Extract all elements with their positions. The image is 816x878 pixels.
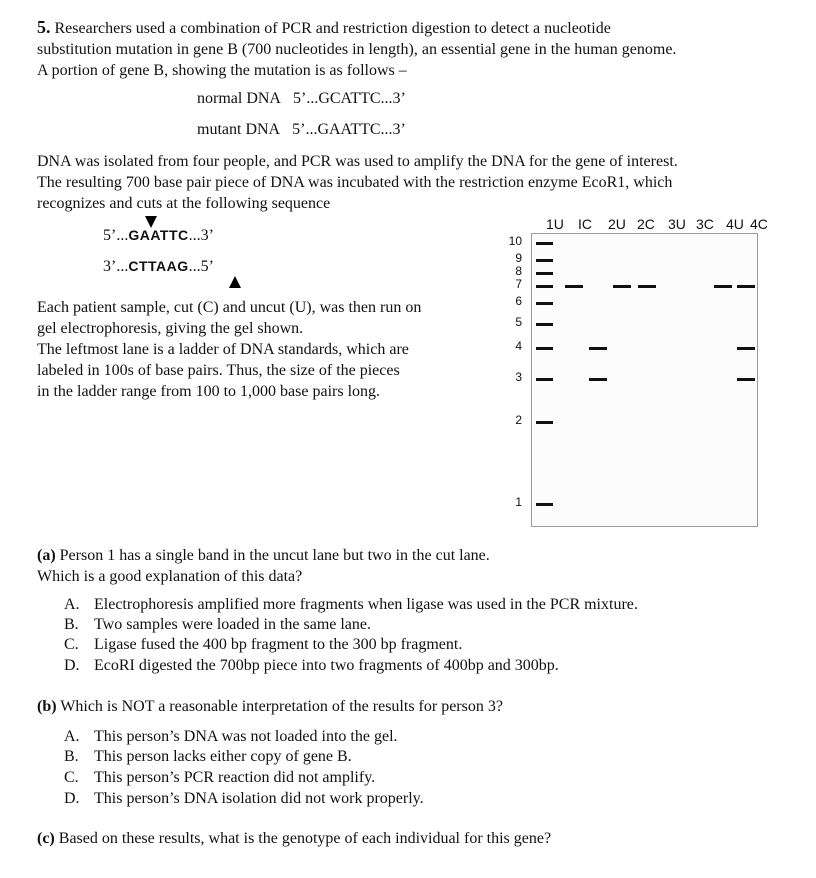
question-number: 5. [37, 17, 51, 37]
intro-line-1: Researchers used a combination of PCR and restriction digestion to detect a nucleotide [54, 20, 611, 37]
lane-header-3u: 3U [668, 216, 686, 232]
part-a-option-b [64, 616, 371, 634]
option-letter: D. [64, 790, 80, 807]
site-bottom-suffix: ...5’ [188, 258, 214, 275]
ladder-label-9: 9 [515, 251, 522, 265]
ladder-label-4: 4 [515, 339, 522, 353]
part-b-option-a [64, 728, 398, 746]
site-bottom-sequence: CTTAAG [128, 258, 189, 274]
normal-dna-row [197, 90, 406, 108]
lane-header-4u: 4U [726, 216, 744, 232]
ladder-band-900 [536, 259, 553, 262]
option-text: This person lacks either copy of gene B. [94, 748, 352, 765]
band-4c-300bp [737, 378, 755, 381]
part-a-label: (a) [37, 547, 56, 564]
ladder-band-500 [536, 323, 553, 326]
part-b-option-d [64, 790, 424, 808]
ladder-band-100 [536, 503, 553, 506]
option-text: Electrophoresis amplified more fragments when ligase was used in the PCR mixture. [94, 596, 638, 613]
ladder-label-1: 1 [515, 495, 522, 509]
option-text: EcoRI digested the 700bp piece into two fragments of 400bp and 300bp. [94, 657, 559, 674]
lane-header-4c: 4C [750, 216, 768, 232]
option-letter: C. [64, 636, 79, 653]
mutant-dna-row [197, 121, 406, 139]
gel-text-line-4: labeled in 100s of base pairs. Thus, the size of the pieces [37, 362, 400, 379]
ladder-label-7: 7 [515, 277, 522, 291]
ladder-band-700 [536, 285, 553, 288]
normal-dna-sequence: 5’...GCATTC...3’ [292, 90, 406, 107]
ecori-site-top-strand [103, 227, 214, 245]
gel-description [37, 297, 421, 402]
isolation-line-1: DNA was isolated from four people, and PCR was used to amplify the DNA for the gene of interest. [37, 153, 678, 170]
site-bottom-prefix: 3’... [103, 258, 129, 275]
part-c-label: (c) [37, 830, 55, 847]
site-top-suffix: ...3’ [188, 227, 214, 244]
lane-header-3c: 3C [696, 216, 714, 232]
part-b-label: (b) [37, 698, 57, 715]
band-2u-700bp [613, 285, 631, 288]
part-b-option-c [64, 769, 375, 787]
part-a-option-a [64, 596, 638, 614]
option-text: Two samples were loaded in the same lane. [94, 616, 372, 633]
mutant-dna-label: mutant DNA [197, 121, 281, 138]
option-letter: B. [64, 748, 79, 765]
ladder-label-5: 5 [515, 315, 522, 329]
part-a-option-c [64, 636, 462, 654]
ladder-band-800 [536, 272, 553, 275]
option-letter: A. [64, 596, 80, 613]
part-a-option-d [64, 657, 559, 675]
gel-text-line-5: in the ladder range from 100 to 1,000 base pairs long. [37, 383, 381, 400]
lane-header-ic: IC [578, 216, 592, 232]
lane-header-2u: 2U [608, 216, 626, 232]
ecori-site-bottom-strand [103, 258, 214, 276]
site-top-prefix: 5’... [103, 227, 129, 244]
ladder-label-3: 3 [515, 370, 522, 384]
mutant-dna-sequence: 5’...GAATTC...3’ [292, 121, 406, 138]
intro-line-2: substitution mutation in gene B (700 nucleotides in length), an essential gene in the human genome. [37, 41, 677, 58]
band-ic-300bp [589, 378, 607, 381]
option-letter: A. [64, 728, 80, 745]
band-1u-700bp [565, 285, 583, 288]
option-text: Ligase fused the 400 bp fragment to the 300 bp fragment. [94, 636, 463, 653]
gel-image [531, 233, 758, 527]
part-a-prompt-line-2: Which is a good explanation of this data? [37, 568, 303, 585]
band-4u-700bp [714, 285, 732, 288]
part-a-prompt-line-1: Person 1 has a single band in the uncut lane but two in the cut lane. [59, 547, 490, 564]
question-intro [37, 17, 676, 81]
gel-text-line-3: The leftmost lane is a ladder of DNA standards, which are [37, 341, 409, 358]
intro-line-3: A portion of gene B, showing the mutation is as follows – [37, 62, 407, 79]
band-4c-700bp [737, 285, 755, 288]
isolation-line-2: The resulting 700 base pair piece of DNA was incubated with the restriction enzyme EcoR1, which [37, 174, 673, 191]
ladder-band-1000 [536, 242, 553, 245]
ladder-label-6: 6 [515, 294, 522, 308]
normal-dna-label: normal DNA [197, 90, 281, 107]
part-b-option-b [64, 748, 352, 766]
ladder-label-2: 2 [515, 413, 522, 427]
option-letter: D. [64, 657, 80, 674]
option-text: This person’s DNA isolation did not work properly. [94, 790, 424, 807]
cut-site-bottom-arrow-icon [229, 276, 241, 288]
ladder-band-400 [536, 347, 553, 350]
part-c-prompt-text: Based on these results, what is the genotype of each individual for this gene? [58, 830, 552, 847]
band-2c-700bp [638, 285, 656, 288]
part-c-prompt [37, 830, 551, 848]
lane-header-2c: 2C [637, 216, 655, 232]
option-text: This person’s DNA was not loaded into the gel. [94, 728, 398, 745]
gel-text-line-2: gel electrophoresis, giving the gel shown. [37, 320, 304, 337]
option-text: This person’s PCR reaction did not amplify. [94, 769, 376, 786]
ladder-band-600 [536, 302, 553, 305]
band-ic-400bp [589, 347, 607, 350]
site-top-sequence: GAATTC [128, 227, 189, 243]
option-letter: B. [64, 616, 79, 633]
ladder-band-300 [536, 378, 553, 381]
isolation-line-3: recognizes and cuts at the following sequence [37, 195, 331, 212]
ladder-label-10: 10 [508, 234, 522, 248]
option-letter: C. [64, 769, 79, 786]
ladder-label-8: 8 [515, 264, 522, 278]
band-4c-400bp [737, 347, 755, 350]
lane-header-1u: 1U [546, 216, 564, 232]
ladder-band-200 [536, 421, 553, 424]
isolation-paragraph [37, 151, 678, 214]
gel-text-line-1: Each patient sample, cut (C) and uncut (U), was then run on [37, 299, 422, 316]
part-a-prompt [37, 545, 490, 587]
part-b-prompt-text: Which is NOT a reasonable interpretation of the results for person 3? [60, 698, 503, 715]
part-b-prompt [37, 698, 503, 716]
